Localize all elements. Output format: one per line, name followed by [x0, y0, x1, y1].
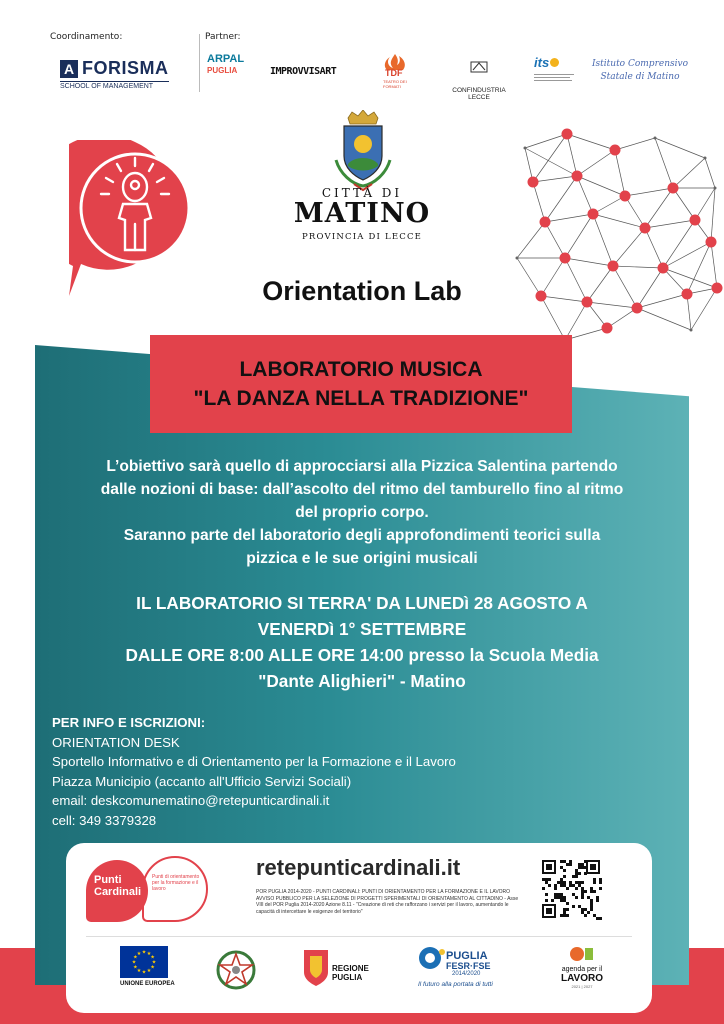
svg-text:★: ★	[131, 959, 137, 966]
aforisma-tagline: SCHOOL OF MANAGEMENT	[60, 81, 169, 90]
contact-info	[52, 713, 652, 830]
punti-cardinali-tag: Punti di orientamento per la formazione e il lavoro	[142, 856, 208, 922]
svg-text:★: ★	[133, 964, 138, 971]
tdf-logo	[373, 52, 417, 89]
description	[40, 455, 684, 570]
matino-crest-icon	[330, 110, 396, 192]
puglia-fesr-years: 2014/2020	[452, 971, 481, 977]
lab-box-line-2: "LA DANZA NELLA TRADIZIONE"	[193, 387, 529, 410]
partners-header	[0, 0, 724, 110]
istituto-logo	[590, 58, 690, 84]
svg-text:★: ★	[150, 954, 155, 961]
eu-flag-icon	[120, 946, 168, 978]
arpal-logo	[207, 54, 244, 76]
agenda-line-1: agenda per il	[561, 966, 603, 973]
istituto-line-2: Statale di Matino	[600, 72, 680, 82]
its-logo	[534, 54, 578, 85]
network-graph-icon	[505, 118, 724, 350]
qr-code-icon[interactable]	[540, 858, 602, 920]
website-link[interactable]: retepunticardinali.it	[256, 855, 461, 880]
regione-label-2: PUGLIA	[332, 973, 363, 982]
svg-text:★: ★	[150, 964, 155, 971]
description-line: L’obiettivo sarà quello di approcciarsi alla Pizzica Salentina partendo	[106, 458, 618, 475]
regione-puglia-shield-icon	[302, 946, 330, 986]
confindustria-name: CONFINDUSTRIA LECCE	[452, 87, 506, 101]
footer-divider	[86, 936, 632, 937]
svg-text:★: ★	[136, 950, 142, 957]
puglia-fesr-fund: FESR·FSE	[446, 961, 491, 971]
contact-heading: PER INFO E ISCRIZIONI:	[52, 715, 206, 730]
punti-cardinali-name: Punti Cardinali	[86, 860, 148, 922]
svg-text:★: ★	[133, 954, 138, 961]
orientation-person-badge-icon	[69, 140, 201, 298]
its-lines	[534, 72, 578, 85]
description-line: del proprio corpo.	[295, 504, 429, 521]
italian-republic-emblem-icon	[214, 946, 258, 994]
svg-text:★: ★	[151, 959, 157, 966]
puglia-fesr-name: PUGLIA	[446, 950, 488, 962]
punti-cardinali-logo	[86, 856, 208, 926]
svg-text:★: ★	[136, 968, 142, 975]
tdf-name: TDF	[385, 68, 403, 78]
city-province: PROVINCIA DI LECCE	[301, 232, 423, 242]
svg-text:★: ★	[146, 950, 152, 957]
svg-text:★: ★	[141, 969, 147, 976]
contact-phone[interactable]: cell: 349 3379328	[52, 812, 157, 828]
footer-card	[66, 843, 652, 1013]
aforisma-mark: A	[60, 60, 78, 78]
partner-label: Partner:	[205, 32, 241, 42]
its-name: its	[534, 55, 550, 70]
header-divider	[199, 34, 200, 92]
description-line: pizzica e le sue origini musicali	[246, 550, 478, 567]
its-dot-icon	[550, 58, 559, 67]
agenda-line-2: LAVORO	[560, 973, 604, 984]
orientation-lab-title: Orientation Lab	[262, 276, 462, 306]
confindustria-emblem-icon	[469, 60, 489, 74]
arpal-region: PUGLIA	[207, 66, 238, 75]
contact-address: Piazza Municipio (accanto all'Ufficio Servizi Sociali)	[52, 773, 352, 789]
regione-puglia-logo	[302, 946, 369, 991]
coordination-label: Coordinamento:	[50, 32, 123, 42]
confindustria-logo	[444, 60, 514, 101]
arpal-name: ARPAL	[207, 53, 245, 65]
tdf-sub: TEATRO DEI FORMATI	[383, 79, 407, 89]
schedule-line: VENERDì 1° SETTEMBRE	[257, 619, 467, 639]
puglia-fesr-motto: Il futuro alla portata di tutti	[418, 981, 493, 988]
puglia-fesr-dots-icon	[418, 946, 446, 974]
svg-text:★: ★	[141, 949, 147, 956]
agenda-lavoro-mark-icon	[569, 946, 595, 962]
description-line: dalle nozioni di base: dall’ascolto del ritmo del tamburello fino al ritmo	[100, 481, 624, 498]
schedule-line: IL LABORATORIO SI TERRA' DA LUNEDì 28 AGOSTO A	[136, 593, 588, 613]
contact-desk-description: Sportello Informativo e di Orientamento per la Formazione e il Lavoro	[52, 754, 456, 769]
contact-email[interactable]: email: deskcomunematino@retepunticardinali.it	[52, 793, 330, 808]
agenda-lavoro-logo	[556, 946, 608, 989]
regione-label-1: REGIONE	[332, 964, 369, 973]
city-name: MATINO	[293, 198, 431, 229]
svg-text:★: ★	[146, 968, 152, 975]
city-label: CITTÀ DI	[321, 186, 403, 200]
eu-label: UNIONE EUROPEA	[120, 981, 175, 987]
schedule	[40, 590, 684, 694]
schedule-line: "Dante Alighieri" - Matino	[258, 671, 466, 691]
contact-desk: ORIENTATION DESK	[52, 734, 180, 750]
description-line: Saranno parte del laboratorio degli approfondimenti teorici sulla	[123, 527, 601, 544]
aforisma-logo	[60, 58, 169, 90]
lab-title-box	[150, 335, 572, 433]
lab-box-line-1: LABORATORIO MUSICA	[239, 358, 483, 381]
eu-stars-icon	[120, 946, 168, 978]
puglia-fesr-fse-logo	[418, 946, 528, 988]
eu-logo	[120, 946, 180, 987]
schedule-line: DALLE ORE 8:00 ALLE ORE 14:00 presso la Scuola Media	[125, 645, 599, 665]
istituto-line-1: Istituto Comprensivo	[591, 59, 688, 69]
improvvisart-logo: IMPROVVISART	[270, 66, 337, 77]
its-text-lines-icon	[534, 72, 578, 84]
agenda-years: 2021 | 2027	[571, 984, 593, 989]
funding-fine-print: POR PUGLIA 2014-2020 - PUNTI CARDINALI: PUNTI DI ORIENTAMENTO PER LA FORMAZIONE E IL LAVORO AVVISO PUBBLICO PER LA SELEZIONE DI PROGETTI SPERIMENTALI DI ORIENTAMENTO AL CITTADINO - Asse VIII del POR Puglia 2014-2020 Azione 8.11 - "Creazione di reti che rafforzano i servizi per il lavoro, aumentando le capacità di intercettare le esigenze del territorio"	[256, 889, 519, 915]
aforisma-name: FORISMA	[82, 58, 169, 78]
